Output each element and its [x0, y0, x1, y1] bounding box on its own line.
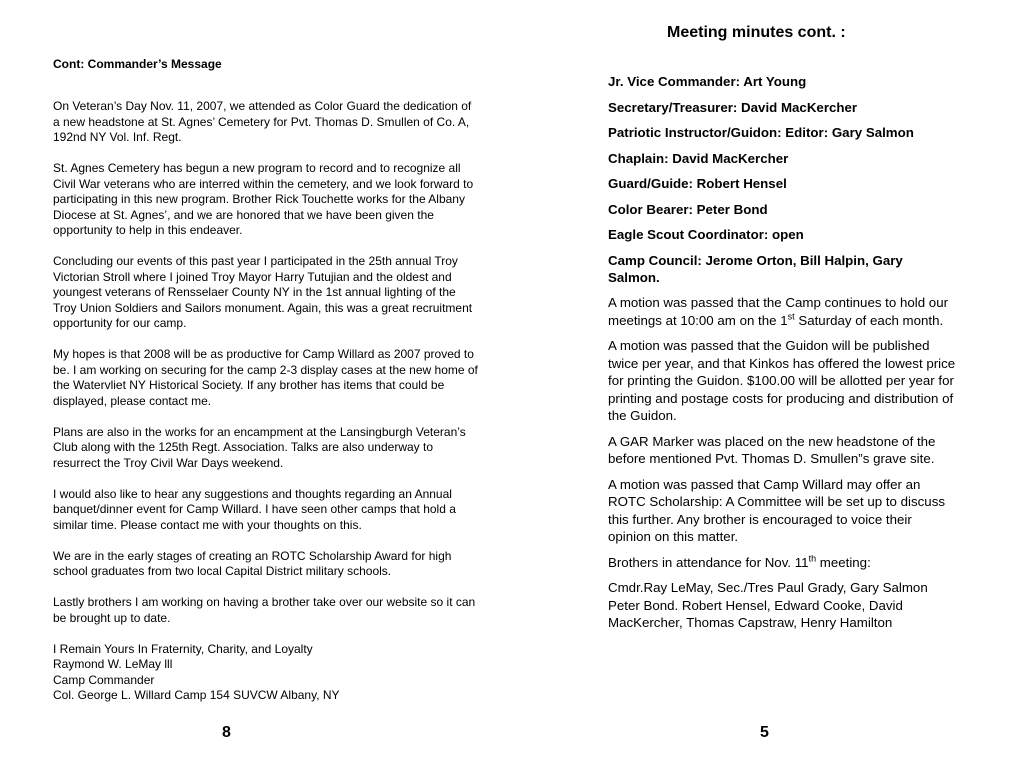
- gar-marker-note: A GAR Marker was placed on the new headstone of the before mentioned Pvt. Thomas D. Smullen”s grave site.: [608, 433, 936, 466]
- meeting-minutes-heading: Meeting minutes cont. :: [667, 24, 846, 41]
- ordinal-suffix: st: [787, 311, 795, 322]
- officer-chaplain: Chaplain: David MacKercher: [608, 150, 789, 166]
- signature-name: Raymond W. LeMay lll: [53, 657, 173, 671]
- officer-color-bearer: Color Bearer: Peter Bond: [608, 201, 768, 217]
- motion-rotc-scholarship: A motion was passed that Camp Willard may offer an ROTC Scholarship: A Committee will be set up to discuss this further. Any brother is encouraged to voice their opinion on this matter.: [608, 476, 945, 544]
- officer-camp-council: Camp Council: Jerome Orton, Bill Halpin, Gary Salmon.: [608, 252, 903, 285]
- message-paragraph-st-agnes-program: St. Agnes Cemetery has begun a new program to record and to recognize all Civil War veterans who are interred within the cemetery, and we look forward to participating in this new program. Brother Rick Touchette works for the Albany Diocese at St. Agnes’, and we are honored that we have been given the opportunity to help in this endeaver.: [53, 161, 474, 237]
- page-number-left: 8: [222, 724, 231, 741]
- page-number-right: 5: [760, 724, 769, 741]
- officer-eagle-scout-coordinator: Eagle Scout Coordinator: open: [608, 227, 804, 242]
- officer-jr-vice-commander: Jr. Vice Commander: Art Young: [608, 74, 807, 89]
- motion-guidon-publishing: A motion was passed that the Guidon will be published twice per year, and that Kinkos has offered the lowest price for printing the Guidon. $100.00 will be allotted per year for printing and postage costs for producing and distribution of the Guidon.: [608, 338, 956, 423]
- attendance-heading-start: Brothers in attendance for Nov. 11: [608, 554, 809, 570]
- officer-guard-guide: Guard/Guide: Robert Hensel: [608, 176, 787, 191]
- right-page: [512, 0, 1024, 768]
- signature-block: [53, 642, 478, 704]
- message-paragraph-2008-hopes: My hopes is that 2008 will be as productive for Camp Willard as 2007 proved to be. I am working on securing for the camp 2-3 display cases at the new home of the Watervliet NY Historical Society. If any brother has items that could be displayed, please contact me.: [53, 347, 478, 408]
- attendance-heading: [608, 554, 958, 572]
- message-paragraph-website: Lastly brothers I am working on having a brother take over our website so it can be brought up to date.: [53, 595, 476, 625]
- motion-meeting-text-start: A motion was passed that the Camp continues to hold our meetings at 10:00 am on the 1: [608, 295, 949, 328]
- message-paragraph-rotc-award: We are in the early stages of creating an ROTC Scholarship Award for high school graduates from two local Capital District military schools.: [53, 548, 452, 578]
- commanders-message-heading: Cont: Commander’s Message: [53, 57, 222, 71]
- commanders-message-body: [53, 99, 478, 704]
- ordinal-suffix: th: [808, 553, 817, 564]
- motion-meeting-text-end: Saturday of each month.: [794, 312, 944, 328]
- attendance-heading-end: meeting:: [816, 554, 871, 570]
- signature-closing: I Remain Yours In Fraternity, Charity, and Loyalty: [53, 641, 313, 656]
- signature-organization: Col. George L. Willard Camp 154 SUVCW Albany, NY: [53, 688, 340, 702]
- message-paragraph-encampment-plans: Plans are also in the works for an encampment at the Lansingburgh Veteran’s Club along with the 125th Regt. Association. Talks are also underway to resurrect the Troy Civil War Days weekend.: [53, 424, 466, 470]
- message-paragraph-banquet: I would also like to hear any suggestions and thoughts regarding an Annual banquet/dinner event for Camp Willard. I have seen other camps that hold a similar time. Please contact me with your thoughts on this.: [53, 486, 456, 532]
- message-paragraph-veterans-day: On Veteran’s Day Nov. 11, 2007, we attended as Color Guard the dedication of a new headstone at St. Agnes’ Cemetery for Pvt. Thomas D. Smullen of Co. A, 192nd NY Vol. Inf. Regt.: [53, 99, 472, 144]
- signature-title: Camp Commander: [53, 672, 155, 687]
- motion-meeting-schedule: [608, 294, 958, 329]
- attendance-names: Cmdr.Ray LeMay, Sec./Tres Paul Grady, Gary Salmon Peter Bond. Robert Hensel, Edward Cooke, David MacKercher, Thomas Capstraw, Henry Hamilton: [608, 580, 928, 630]
- officer-patriotic-instructor: Patriotic Instructor/Guidon: Editor: Gary Salmon: [608, 125, 914, 140]
- message-paragraph-victorian-stroll: Concluding our events of this past year I participated in the 25th annual Troy Victorian Stroll where I joined Troy Mayor Harry Tutujian and the oldest and youngest veterans of Rensselaer County NY in the 1st annual lighting of the Troy Union Soldiers and Sailors monument. Again, this was a great recruitment opportunity for our camp.: [53, 254, 473, 330]
- meeting-minutes-body: [608, 73, 958, 640]
- officer-secretary-treasurer: Secretary/Treasurer: David MacKercher: [608, 99, 858, 115]
